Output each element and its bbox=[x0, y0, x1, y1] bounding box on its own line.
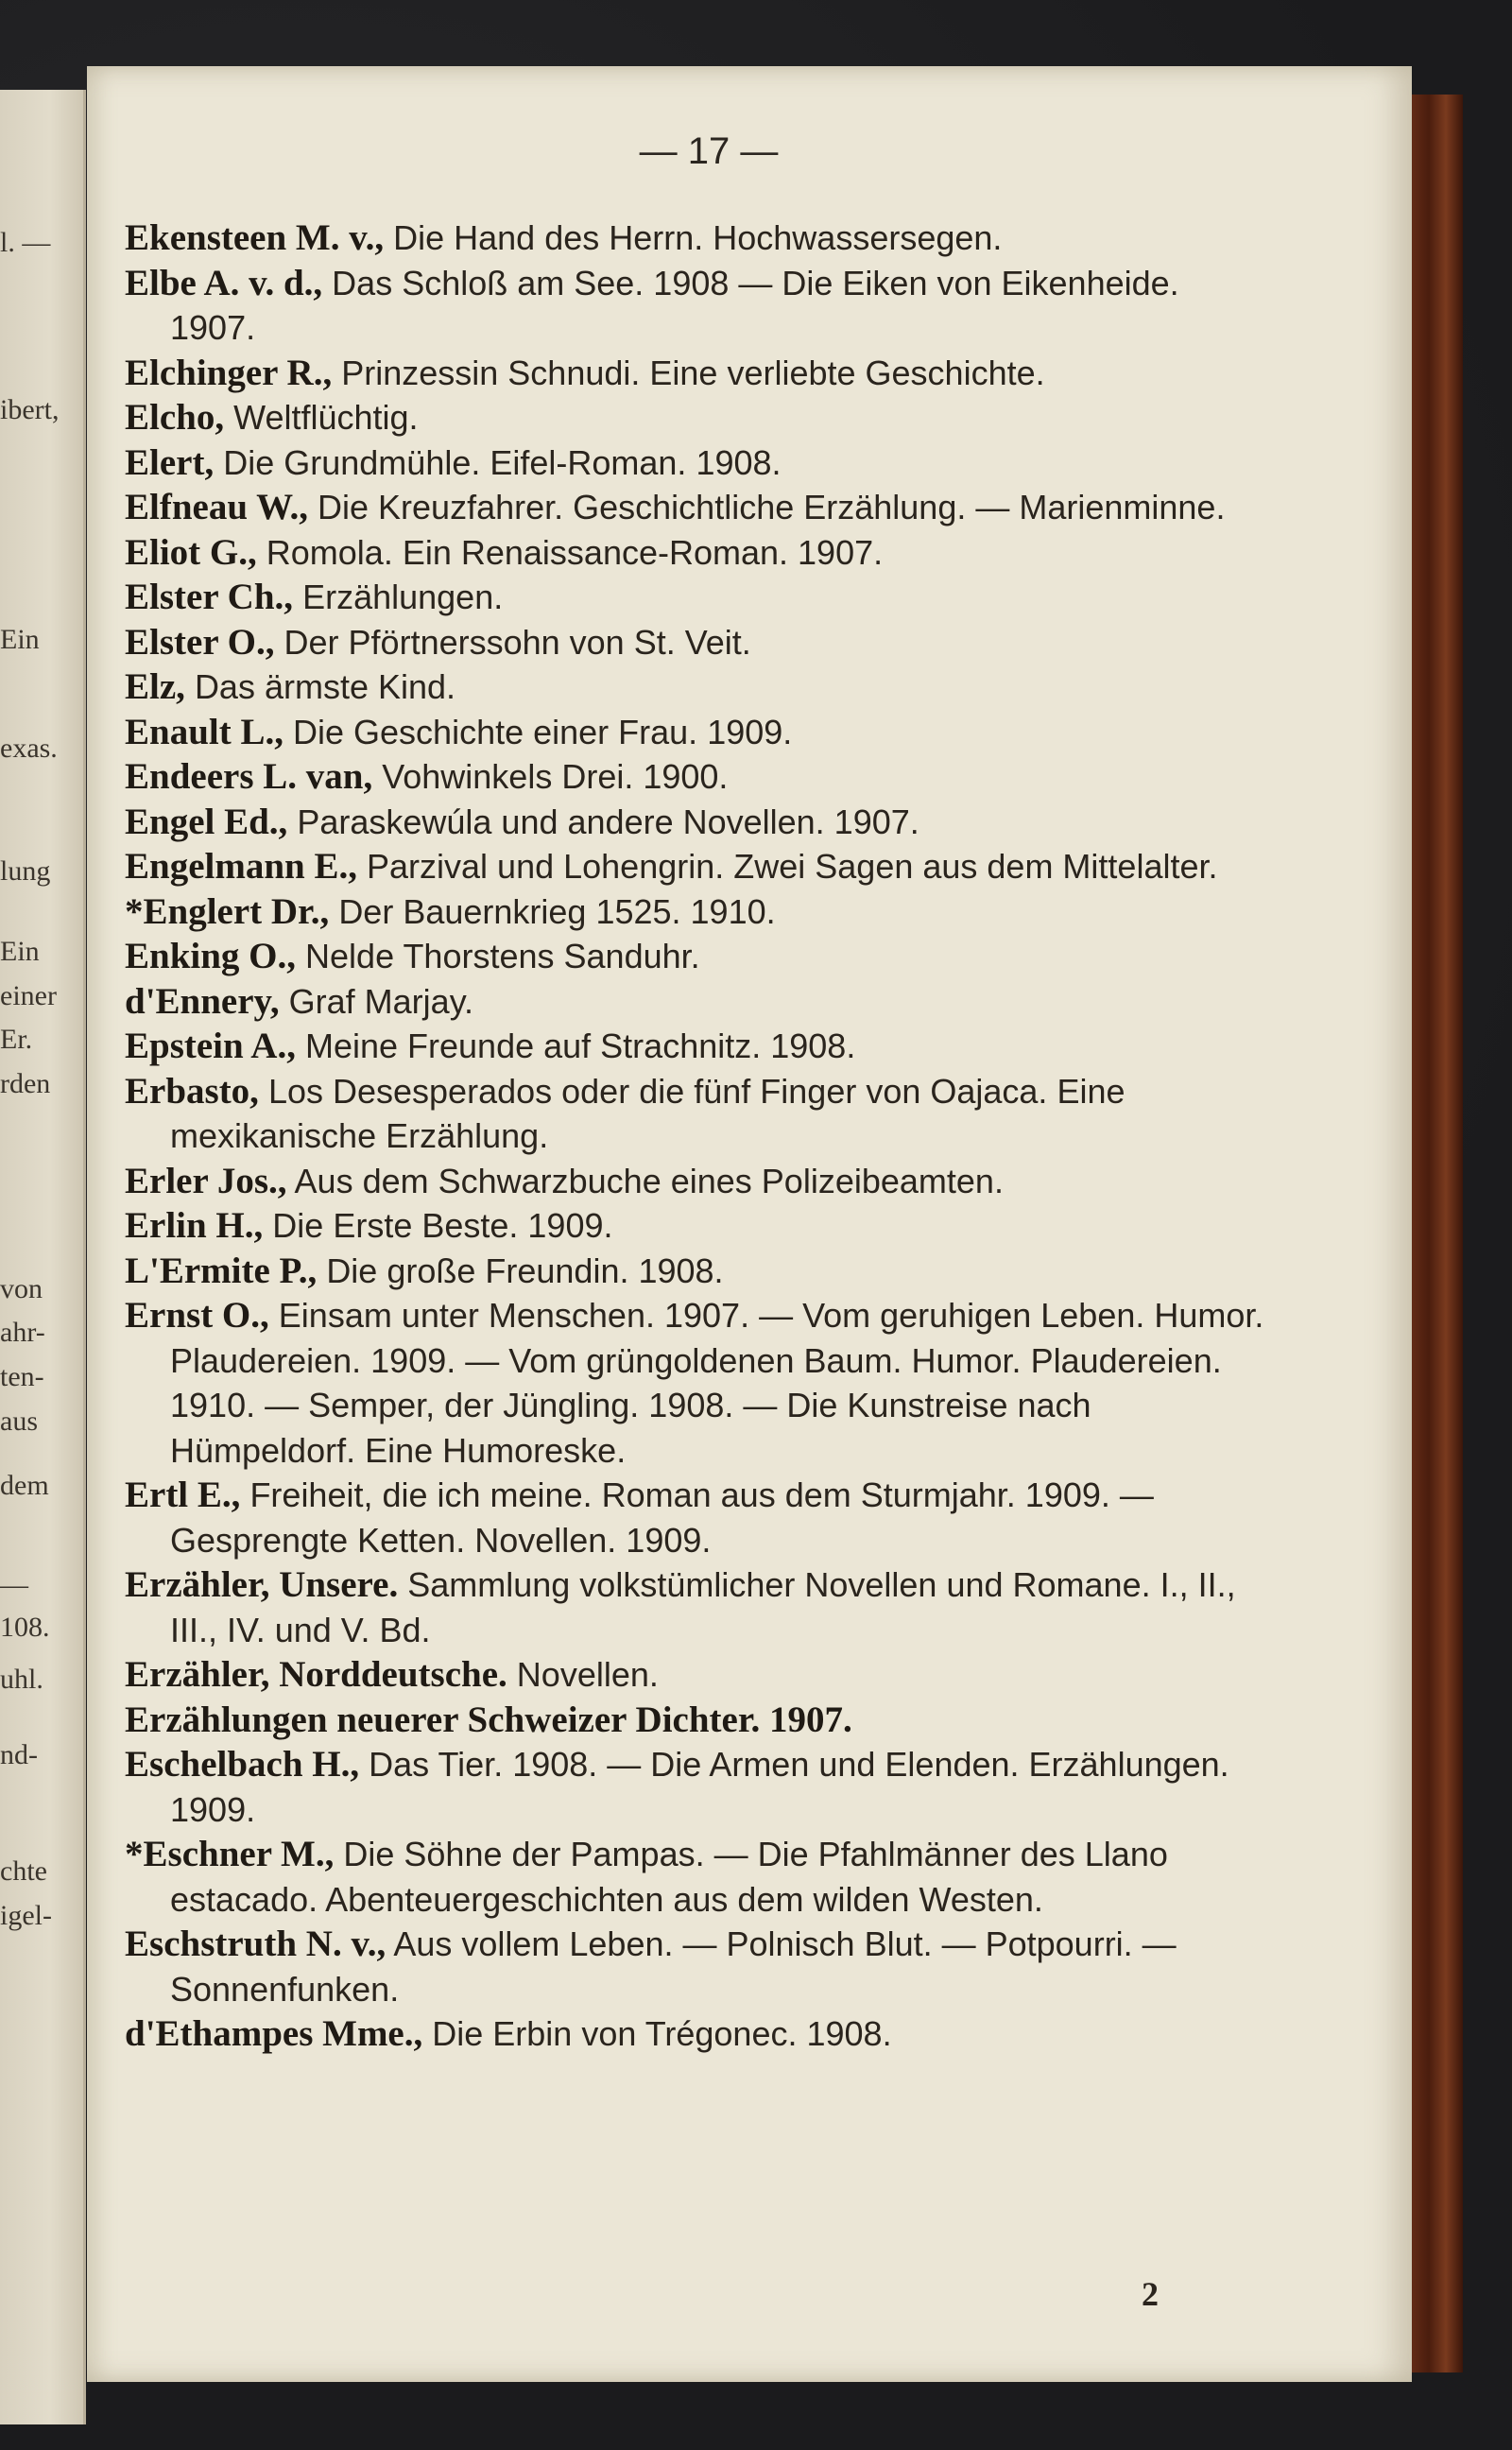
entry-list bbox=[125, 216, 1268, 2057]
entry-text: Aus vollem Leben. — Polnisch Blut. — Potpourri. — Sonnenfunken. bbox=[170, 1924, 1177, 2009]
left-fragment: exas. bbox=[0, 733, 58, 764]
author-name: Eschelbach H., bbox=[125, 1744, 360, 1785]
left-fragment: einer bbox=[0, 980, 57, 1011]
left-fragment: ten- bbox=[0, 1361, 44, 1392]
list-item bbox=[125, 889, 1268, 935]
author-name: Elbe A. v. d., bbox=[125, 262, 323, 303]
author-name: d'Ethampes Mme., bbox=[125, 2013, 423, 2054]
list-item bbox=[125, 1249, 1268, 1294]
author-name: Eschstruth N. v., bbox=[125, 1924, 387, 1964]
author-name: Enault L., bbox=[125, 711, 284, 752]
entry-text: Nelde Thorstens Sanduhr. bbox=[305, 937, 700, 975]
list-item bbox=[125, 754, 1268, 800]
list-item bbox=[125, 1652, 1268, 1698]
list-item bbox=[125, 216, 1268, 261]
list-item bbox=[125, 844, 1268, 889]
left-fragment: Ein bbox=[0, 936, 40, 967]
author-name: Elz, bbox=[125, 666, 185, 707]
list-item bbox=[125, 1742, 1268, 1832]
author-name: Endeers L. van, bbox=[125, 756, 373, 797]
author-name: Epstein A., bbox=[125, 1026, 296, 1066]
author-name: Elert, bbox=[125, 441, 215, 483]
entry-text: Die Grundmühle. Eifel-Roman. 1908. bbox=[223, 442, 782, 482]
entry-text: Die große Freundin. 1908. bbox=[326, 1251, 724, 1290]
author-name: Engelmann E., bbox=[125, 846, 357, 887]
list-item bbox=[125, 1293, 1268, 1473]
author-name: Enking O., bbox=[125, 936, 297, 976]
left-fragment: Er. bbox=[0, 1024, 33, 1055]
entry-text: Das Tier. 1908. — Die Armen und Elenden. Erzählungen. 1909. bbox=[170, 1745, 1229, 1829]
author-name: Erzähler, Norddeutsche. bbox=[125, 1654, 507, 1695]
list-item bbox=[125, 2011, 1268, 2057]
author-name: Elfneau W., bbox=[125, 487, 308, 527]
author-name: *Englert Dr., bbox=[125, 890, 330, 932]
entry-text: Freiheit, die ich meine. Roman aus dem Sturmjahr. 1909. — Gesprengte Ketten. Novellen. 1909. bbox=[170, 1475, 1154, 1560]
entry-text: Novellen. bbox=[516, 1655, 659, 1694]
author-name: Elcho, bbox=[125, 397, 225, 438]
left-fragment: l. — bbox=[0, 227, 51, 258]
left-fragment: uhl. bbox=[0, 1664, 43, 1695]
list-item bbox=[125, 1024, 1268, 1069]
author-name: Erler Jos., bbox=[125, 1160, 287, 1201]
list-item bbox=[125, 800, 1268, 845]
list-item bbox=[125, 934, 1268, 979]
entry-text: Die Kreuzfahrer. Geschichtliche Erzählung. — Marienminne. bbox=[318, 488, 1226, 526]
book-binding bbox=[1406, 95, 1463, 2372]
author-name: Erzähler, Unsere. bbox=[125, 1564, 399, 1605]
entry-text: Aus dem Schwarzbuche eines Polizeibeamten. bbox=[294, 1161, 1004, 1200]
author-name: Ertl E., bbox=[125, 1475, 241, 1515]
entry-text: Sammlung volkstümlicher Novellen und Romane. I., II., III., IV. und V. Bd. bbox=[170, 1565, 1236, 1649]
list-item bbox=[125, 485, 1268, 530]
left-fragment: ibert, bbox=[0, 394, 60, 425]
author-name: Elster Ch., bbox=[125, 577, 294, 617]
entry-text: Los Desesperados oder die fünf Finger von Oajaca. Eine mexikanische Erzählung. bbox=[170, 1071, 1125, 1155]
list-item bbox=[125, 664, 1268, 710]
author-name: Erzählungen neuerer Schweizer Dichter. 1907. bbox=[125, 1699, 852, 1740]
left-fragment: — bbox=[0, 1569, 28, 1600]
left-fragment: igel- bbox=[0, 1900, 52, 1931]
entry-text: Prinzessin Schnudi. Eine verliebte Geschichte. bbox=[341, 353, 1045, 392]
entry-text: Die Erbin von Trégonec. 1908. bbox=[432, 2014, 892, 2053]
left-fragment: aus bbox=[0, 1406, 38, 1437]
list-item bbox=[125, 1159, 1268, 1204]
left-fragment: von bbox=[0, 1273, 43, 1304]
author-name: Erlin H., bbox=[125, 1205, 264, 1246]
author-name: *Eschner M., bbox=[125, 1834, 335, 1874]
list-item bbox=[125, 261, 1268, 351]
entry-text: Weltflüchtig. bbox=[233, 398, 419, 437]
entry-text: Das ärmste Kind. bbox=[194, 667, 456, 706]
author-name: Engel Ed., bbox=[125, 801, 288, 842]
entry-text: Meine Freunde auf Strachnitz. 1908. bbox=[304, 1027, 856, 1065]
entry-text: Die Geschichte einer Frau. 1909. bbox=[293, 712, 793, 751]
signature-mark: 2 bbox=[1142, 2275, 1159, 2313]
author-name: Elchinger R., bbox=[125, 352, 333, 393]
entry-text: Der Pförtnerssohn von St. Veit. bbox=[284, 622, 751, 662]
list-item bbox=[125, 1922, 1268, 2011]
author-name: Elster O., bbox=[125, 621, 275, 663]
list-item bbox=[125, 1832, 1268, 1922]
left-fragment: lung bbox=[0, 855, 51, 887]
author-name: L'Ermite P., bbox=[125, 1250, 318, 1291]
list-item bbox=[125, 575, 1268, 620]
entry-text: Die Hand des Herrn. Hochwassersegen. bbox=[393, 218, 1003, 257]
entry-text: Einsam unter Menschen. 1907. — Vom geruhigen Leben. Humor. Plaudereien. 1909. — Vom grüngoldenen Baum. Humor. Plaudereien. 1910. — Semper, der Jüngling. 1908. — Die Kunstreise nach Hümpeldorf. Eine Humoreske. bbox=[170, 1296, 1264, 1470]
list-item bbox=[125, 1203, 1268, 1249]
list-item bbox=[125, 710, 1268, 755]
left-fragment: 108. bbox=[0, 1612, 50, 1643]
list-item bbox=[125, 979, 1268, 1025]
list-item bbox=[125, 440, 1268, 486]
left-fragment: chte bbox=[0, 1855, 47, 1887]
list-item bbox=[125, 1562, 1268, 1652]
author-name: Ernst O., bbox=[125, 1295, 269, 1336]
page-number: — 17 — bbox=[639, 130, 779, 172]
entry-text: Der Bauernkrieg 1525. 1910. bbox=[338, 891, 776, 931]
left-fragment: Ein bbox=[0, 624, 40, 655]
entry-text: Paraskewúla und andere Novellen. 1907. bbox=[297, 802, 919, 841]
list-item bbox=[125, 1698, 1268, 1743]
entry-text: Die Söhne der Pampas. — Die Pfahlmänner des Llano estacado. Abenteuergeschichten aus dem wilden Westen. bbox=[170, 1835, 1168, 1919]
entry-text: Romola. Ein Renaissance-Roman. 1907. bbox=[266, 532, 884, 572]
left-fragment: nd- bbox=[0, 1739, 38, 1770]
entry-text: Vohwinkels Drei. 1900. bbox=[382, 757, 729, 796]
left-fragment: rden bbox=[0, 1068, 51, 1099]
author-name: Eliot G., bbox=[125, 531, 257, 573]
left-fragment: dem bbox=[0, 1470, 49, 1501]
left-fragment: ahr- bbox=[0, 1317, 45, 1348]
entry-text: Das Schloß am See. 1908 — Die Eiken von Eikenheide. 1907. bbox=[170, 263, 1179, 347]
list-item bbox=[125, 530, 1268, 576]
left-page-edge bbox=[0, 90, 86, 2424]
list-item bbox=[125, 620, 1268, 665]
entry-text: Die Erste Beste. 1909. bbox=[272, 1206, 613, 1245]
author-name: Erbasto, bbox=[125, 1070, 259, 1112]
list-item bbox=[125, 1473, 1268, 1562]
author-name: Ekensteen M. v., bbox=[125, 217, 385, 258]
entry-text: Graf Marjay. bbox=[288, 981, 474, 1021]
list-item bbox=[125, 395, 1268, 440]
entry-text: Parzival und Lohengrin. Zwei Sagen aus dem Mittelalter. bbox=[367, 847, 1218, 886]
list-item bbox=[125, 1069, 1268, 1159]
author-name: d'Ennery, bbox=[125, 980, 280, 1022]
entry-text: Erzählungen. bbox=[302, 578, 504, 616]
list-item bbox=[125, 351, 1268, 396]
